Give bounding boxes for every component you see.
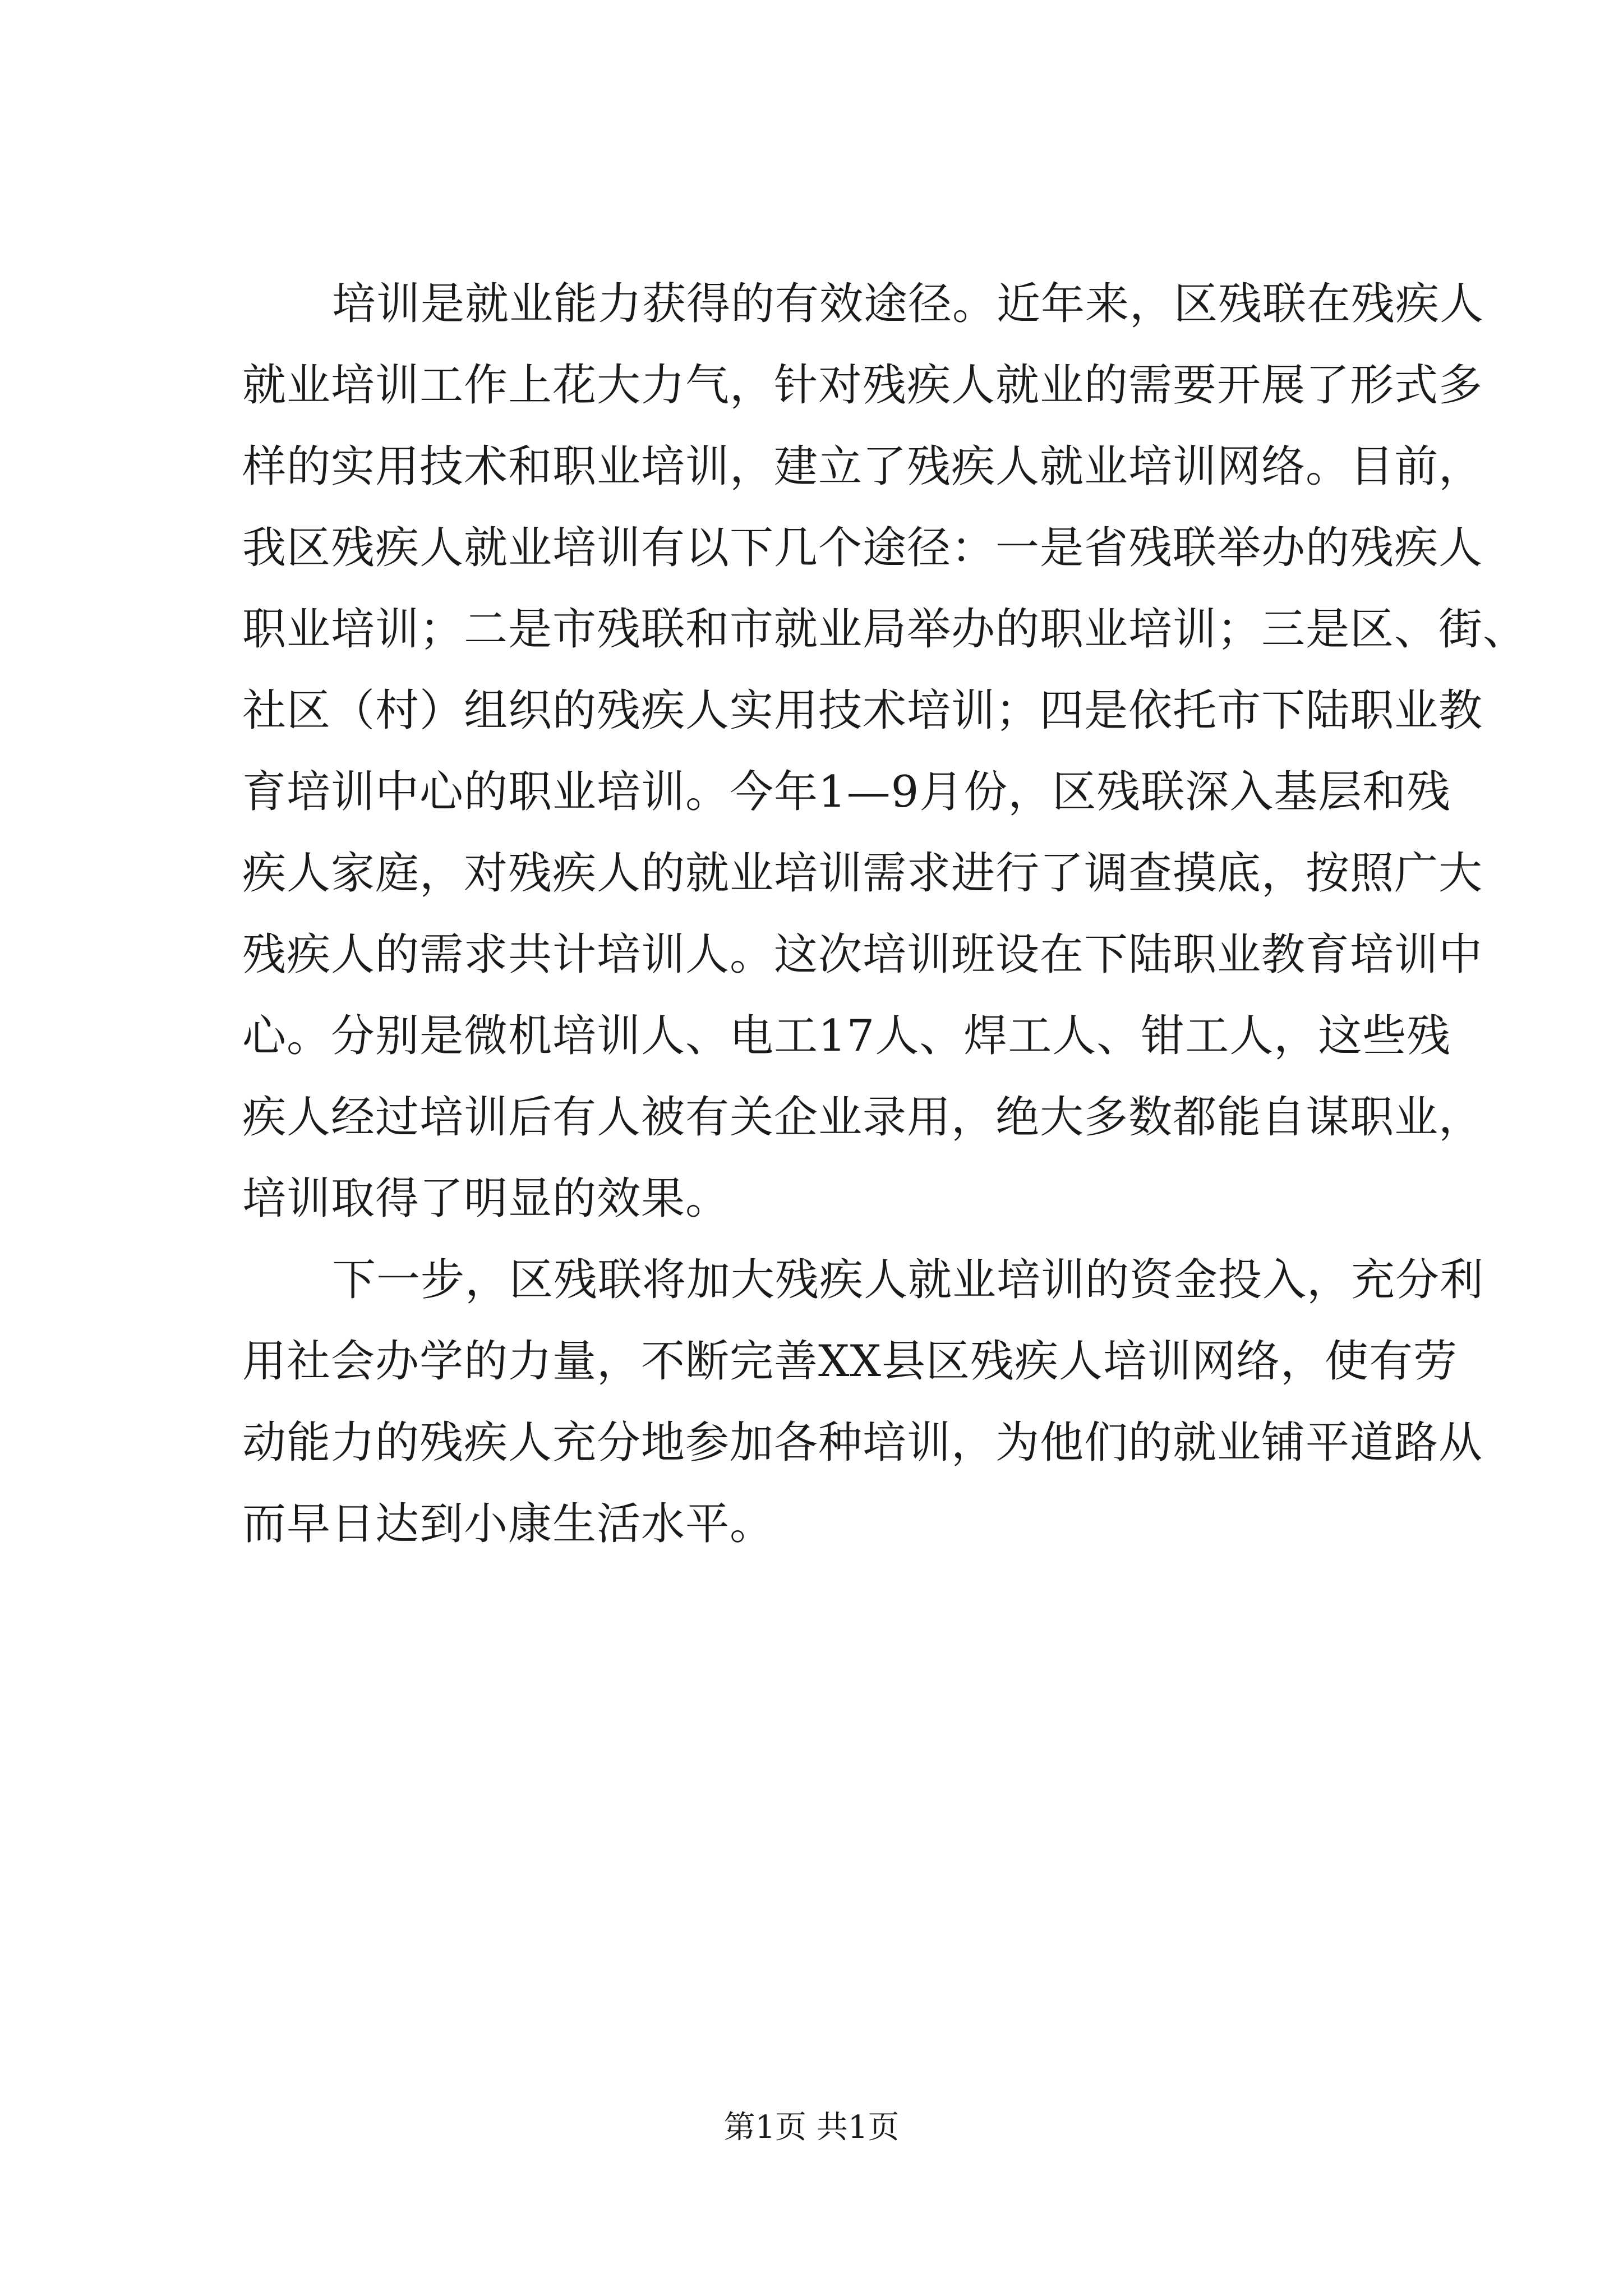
paragraph-line: 疾人家庭，对残疾人的就业培训需求进行了调查摸底，按照广大 <box>242 848 1483 899</box>
paragraph-line: 心。分别是微机培训人、电工17人、焊工人、钳工人，这些残 <box>242 1011 1451 1061</box>
paragraph-line: 就业培训工作上花大力气，针对残疾人就业的需要开展了形式多 <box>242 360 1483 411</box>
paragraph-line: 动能力的残疾人充分地参加各种培训，为他们的就业铺平道路从 <box>242 1418 1483 1468</box>
paragraph-line: 样的实用技术和职业培训，建立了残疾人就业培训网络。目前， <box>242 441 1483 492</box>
paragraph-line: 职业培训；二是市残联和市就业局举办的职业培训；三是区、街、 <box>242 604 1528 655</box>
paragraph-line: 培训取得了明显的效果。 <box>242 1174 730 1224</box>
document-body <box>242 264 1528 1565</box>
paragraph-line: 下一步，区残联将加大残疾人就业培训的资金投入，充分利 <box>332 1255 1484 1305</box>
paragraph-2 <box>242 1240 1484 1565</box>
paragraph-line: 培训是就业能力获得的有效途径。近年来，区残联在残疾人 <box>332 279 1484 329</box>
paragraph-line: 疾人经过培训后有人被有关企业录用，绝大多数都能自谋职业， <box>242 1092 1483 1143</box>
paragraph-line: 而早日达到小康生活水平。 <box>242 1499 774 1549</box>
paragraph-1 <box>242 264 1528 1240</box>
page-number-footer: 第1页 共1页 <box>723 2109 900 2146</box>
paragraph-line: 用社会办学的力量，不断完善XX县区残疾人培训网络，使有劳 <box>242 1336 1458 1387</box>
paragraph-line: 育培训中心的职业培训。今年1—9月份，区残联深入基层和残 <box>242 767 1451 817</box>
paragraph-line: 社区（村）组织的残疾人实用技术培训；四是依托市下陆职业教 <box>242 685 1483 736</box>
paragraph-line: 残疾人的需求共计培训人。这次培训班设在下陆职业教育培训中 <box>242 930 1483 980</box>
paragraph-line: 我区残疾人就业培训有以下几个途径：一是省残联举办的残疾人 <box>242 523 1483 573</box>
